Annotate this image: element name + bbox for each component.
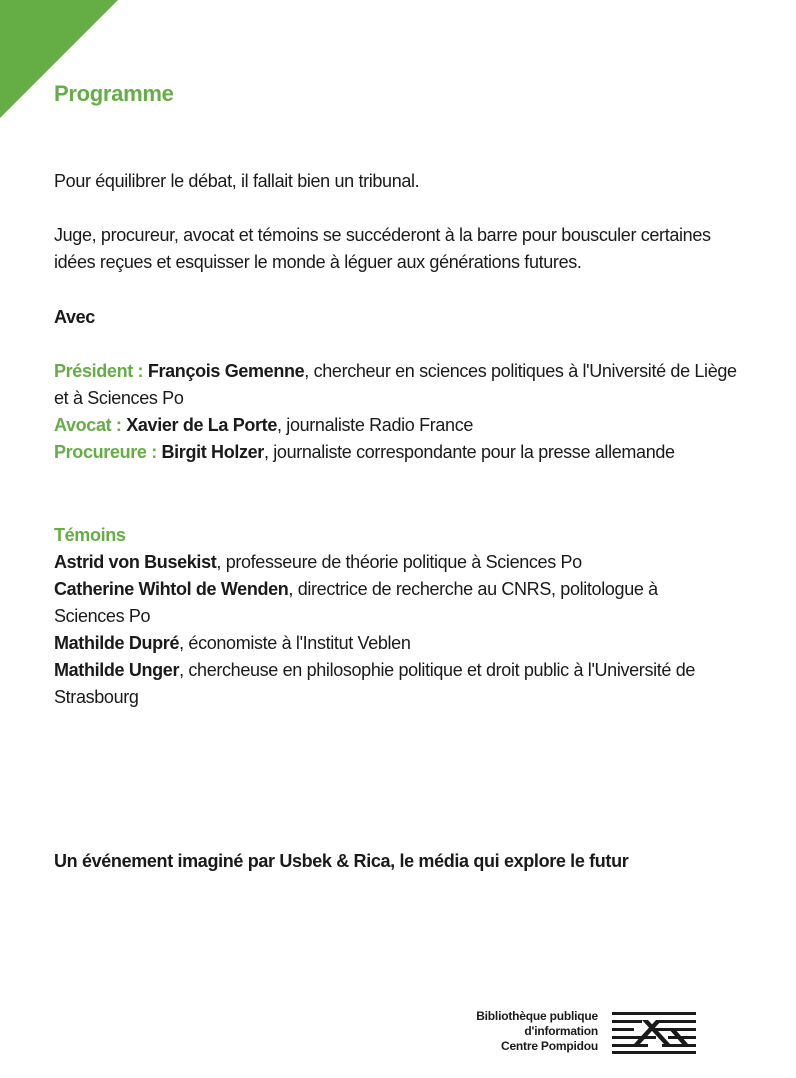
person-name: Birgit Holzer: [161, 442, 264, 462]
witness-entry: [54, 549, 714, 576]
person-name: François Gemenne: [147, 361, 305, 381]
temoins-section: [54, 522, 714, 711]
person-description: , directrice de recherche au CNRS, politologue à Sciences Po: [54, 579, 658, 626]
witness-entry: [54, 657, 714, 711]
logo-line-1: Bibliothèque publique: [476, 1009, 598, 1023]
person-description: , chercheuse en philosophie politique et droit public à l'Université de Strasbourg: [54, 660, 696, 707]
bpi-logo-icon: [612, 1010, 696, 1054]
role-label: Procureure :: [54, 442, 157, 462]
avec-label: Avec: [54, 307, 95, 327]
intro-paragraph-1: Pour équilibrer le débat, il fallait bien un tribunal.: [54, 171, 420, 191]
person-name: Mathilde Unger: [54, 660, 180, 680]
role-entry: [54, 439, 744, 466]
witness-entry: [54, 630, 714, 657]
bpi-logo: [476, 1009, 696, 1054]
person-name: Astrid von Busekist: [54, 552, 217, 572]
witness-entry: [54, 576, 714, 630]
person-description: , chercheur en sciences politiques à l'Université de Liège et à Sciences Po: [54, 361, 737, 408]
person-description: , journaliste correspondante pour la presse allemande: [263, 442, 675, 462]
person-description: , journaliste Radio France: [277, 415, 474, 435]
person-description: , professeure de théorie politique à Sciences Po: [216, 552, 582, 572]
roles-list: [54, 358, 744, 466]
role-label: Président :: [54, 361, 144, 381]
intro-paragraph-2: Juge, procureur, avocat et témoins se succéderont à la barre pour bousculer certaines idées reçues et esquisser le monde à léguer aux générations futures.: [54, 225, 711, 272]
temoins-label: Témoins: [54, 525, 126, 545]
person-description: , économiste à l'Institut Veblen: [179, 633, 411, 653]
person-name: Xavier de La Porte: [126, 415, 277, 435]
page-title: Programme: [54, 81, 174, 106]
role-label: Avocat :: [54, 415, 122, 435]
role-entry: [54, 412, 744, 439]
role-entry: [54, 358, 744, 412]
logo-text: [476, 1009, 598, 1054]
logo-line-2: d'information: [524, 1024, 598, 1038]
footer-note: Un événement imaginé par Usbek & Rica, le média qui explore le futur: [54, 851, 629, 871]
logo-line-3: Centre Pompidou: [500, 1039, 598, 1053]
person-name: Catherine Wihtol de Wenden: [54, 579, 289, 599]
person-name: Mathilde Dupré: [54, 633, 180, 653]
